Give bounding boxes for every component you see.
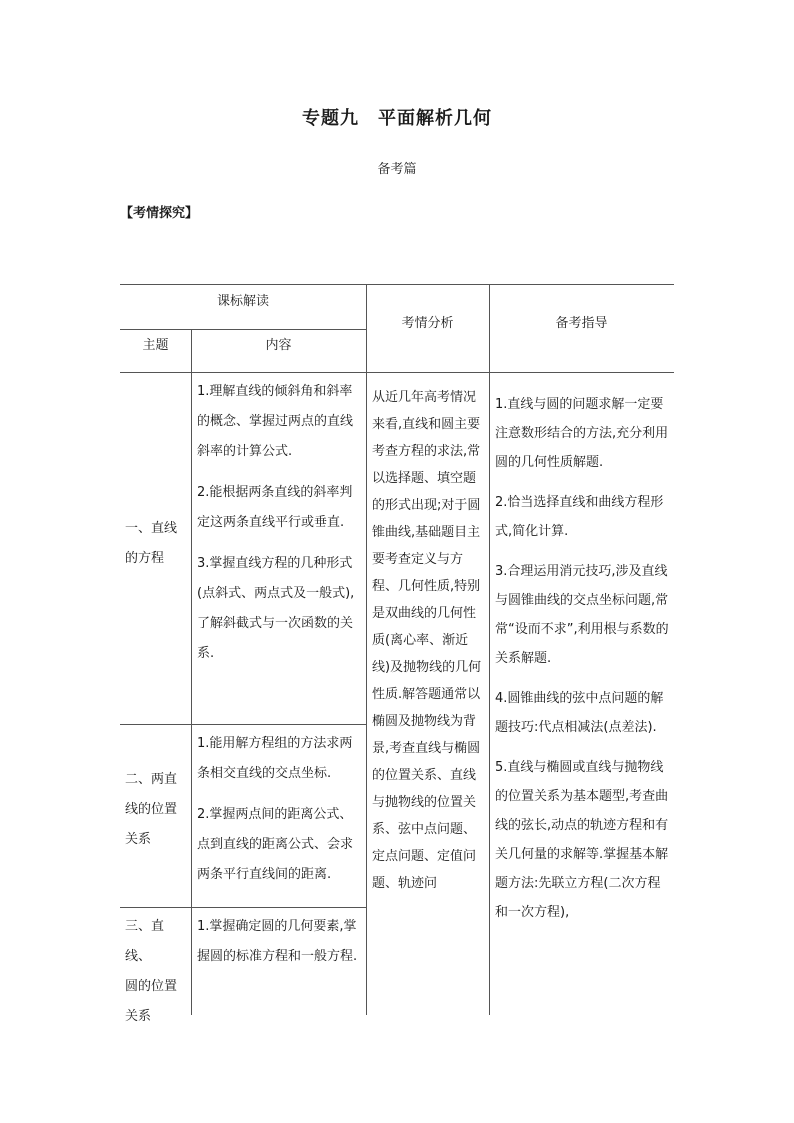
guidance-item: 5.直线与椭圆或直线与抛物线的位置关系为基本题型,考查曲线的弦长,动点的轨迹方程和有关几何量的求解等.掌握基本解题方法:先联立方程(二次方程和一次方程), <box>495 760 669 920</box>
row2-topic-line3: 关系 <box>125 832 152 847</box>
header-bottom-border <box>120 372 674 373</box>
header-content: 内容 <box>265 338 292 353</box>
guidance-item: 3.合理运用消元技巧,涉及直线与圆锥曲线的交点坐标问题,常常“设而不求”,利用根与系数的关系解题. <box>495 564 669 666</box>
col-divider-guidance <box>489 284 490 1015</box>
doc-title: 专题九 平面解析几何 <box>302 108 492 129</box>
section-heading: 【考情探究】 <box>120 206 199 221</box>
row2-divider <box>120 907 366 908</box>
row3-content <box>197 912 359 983</box>
doc-subtitle: 备考篇 <box>377 162 417 177</box>
row3-content-item: 1.掌握确定圆的几何要素,掌握圆的标准方程和一般方程. <box>197 919 358 964</box>
table-top-border <box>120 284 674 285</box>
row1-content-item: 1.理解直线的倾斜角和斜率的概念、掌握过两点的直线斜率的计算公式. <box>197 384 354 459</box>
col-divider-analysis <box>366 284 367 1015</box>
row1-content-item: 2.能根据两条直线的斜率判定这两条直线平行或垂直. <box>197 485 353 530</box>
row2-topic-line2: 线的位置 <box>125 802 178 817</box>
header-sub-divider <box>120 329 366 330</box>
col-divider-topic <box>191 329 192 1015</box>
row1-divider <box>120 724 366 725</box>
row1-content <box>197 377 359 680</box>
row2-content-item: 1.能用解方程组的方法求两条相交直线的交点坐标. <box>197 736 353 781</box>
row2-content-item: 2.掌握两点间的距离公式、点到直线的距离公式、会求两条平行直线间的距离. <box>197 807 354 882</box>
guidance-item: 1.直线与圆的问题求解一定要注意数形结合的方法,充分利用圆的几何性质解题. <box>495 397 669 470</box>
header-topic: 主题 <box>142 338 169 353</box>
header-guidance: 备考指导 <box>555 316 608 331</box>
row2-content <box>197 729 359 901</box>
row3-topic-line3: 关系 <box>125 1009 152 1024</box>
header-analysis: 考情分析 <box>401 316 454 331</box>
guidance-item: 4.圆锥曲线的弦中点问题的解题技巧:代点相减法(点差法). <box>495 691 664 735</box>
row1-topic <box>125 514 189 574</box>
header-kebiao: 课标解读 <box>216 294 269 309</box>
row1-topic-line2: 的方程 <box>125 551 165 566</box>
analysis-text: 从近几年高考情况来看,直线和圆主要考查方程的求法,常以选择题、填空题的形式出现;对于圆锥曲线,基础题目主要考查定义与方程、几何性质,特别是双曲线的几何性质(离心率、渐近线)及抛物线的几何性质.解答题通常以椭圆及抛物线为背景,考查直线与椭圆的位置关系、直线与抛物线的位置关系、弦中点问题、定点问题、定值问题、轨迹问 <box>372 390 482 891</box>
guidance-column <box>495 390 670 1014</box>
row3-topic <box>125 912 189 1032</box>
row3-topic-line1: 三、直线、 <box>125 919 165 964</box>
row1-content-item: 3.掌握直线方程的几种形式(点斜式、两点式及一般式),了解斜截式与一次函数的关系. <box>197 556 355 661</box>
row2-topic <box>125 765 189 855</box>
row3-topic-line2: 圆的位置 <box>125 979 178 994</box>
guidance-item: 2.恰当选择直线和曲线方程形式,简化计算. <box>495 495 664 539</box>
row1-topic-line1: 一、直线 <box>125 521 178 536</box>
row2-topic-line1: 二、两直 <box>125 772 178 787</box>
